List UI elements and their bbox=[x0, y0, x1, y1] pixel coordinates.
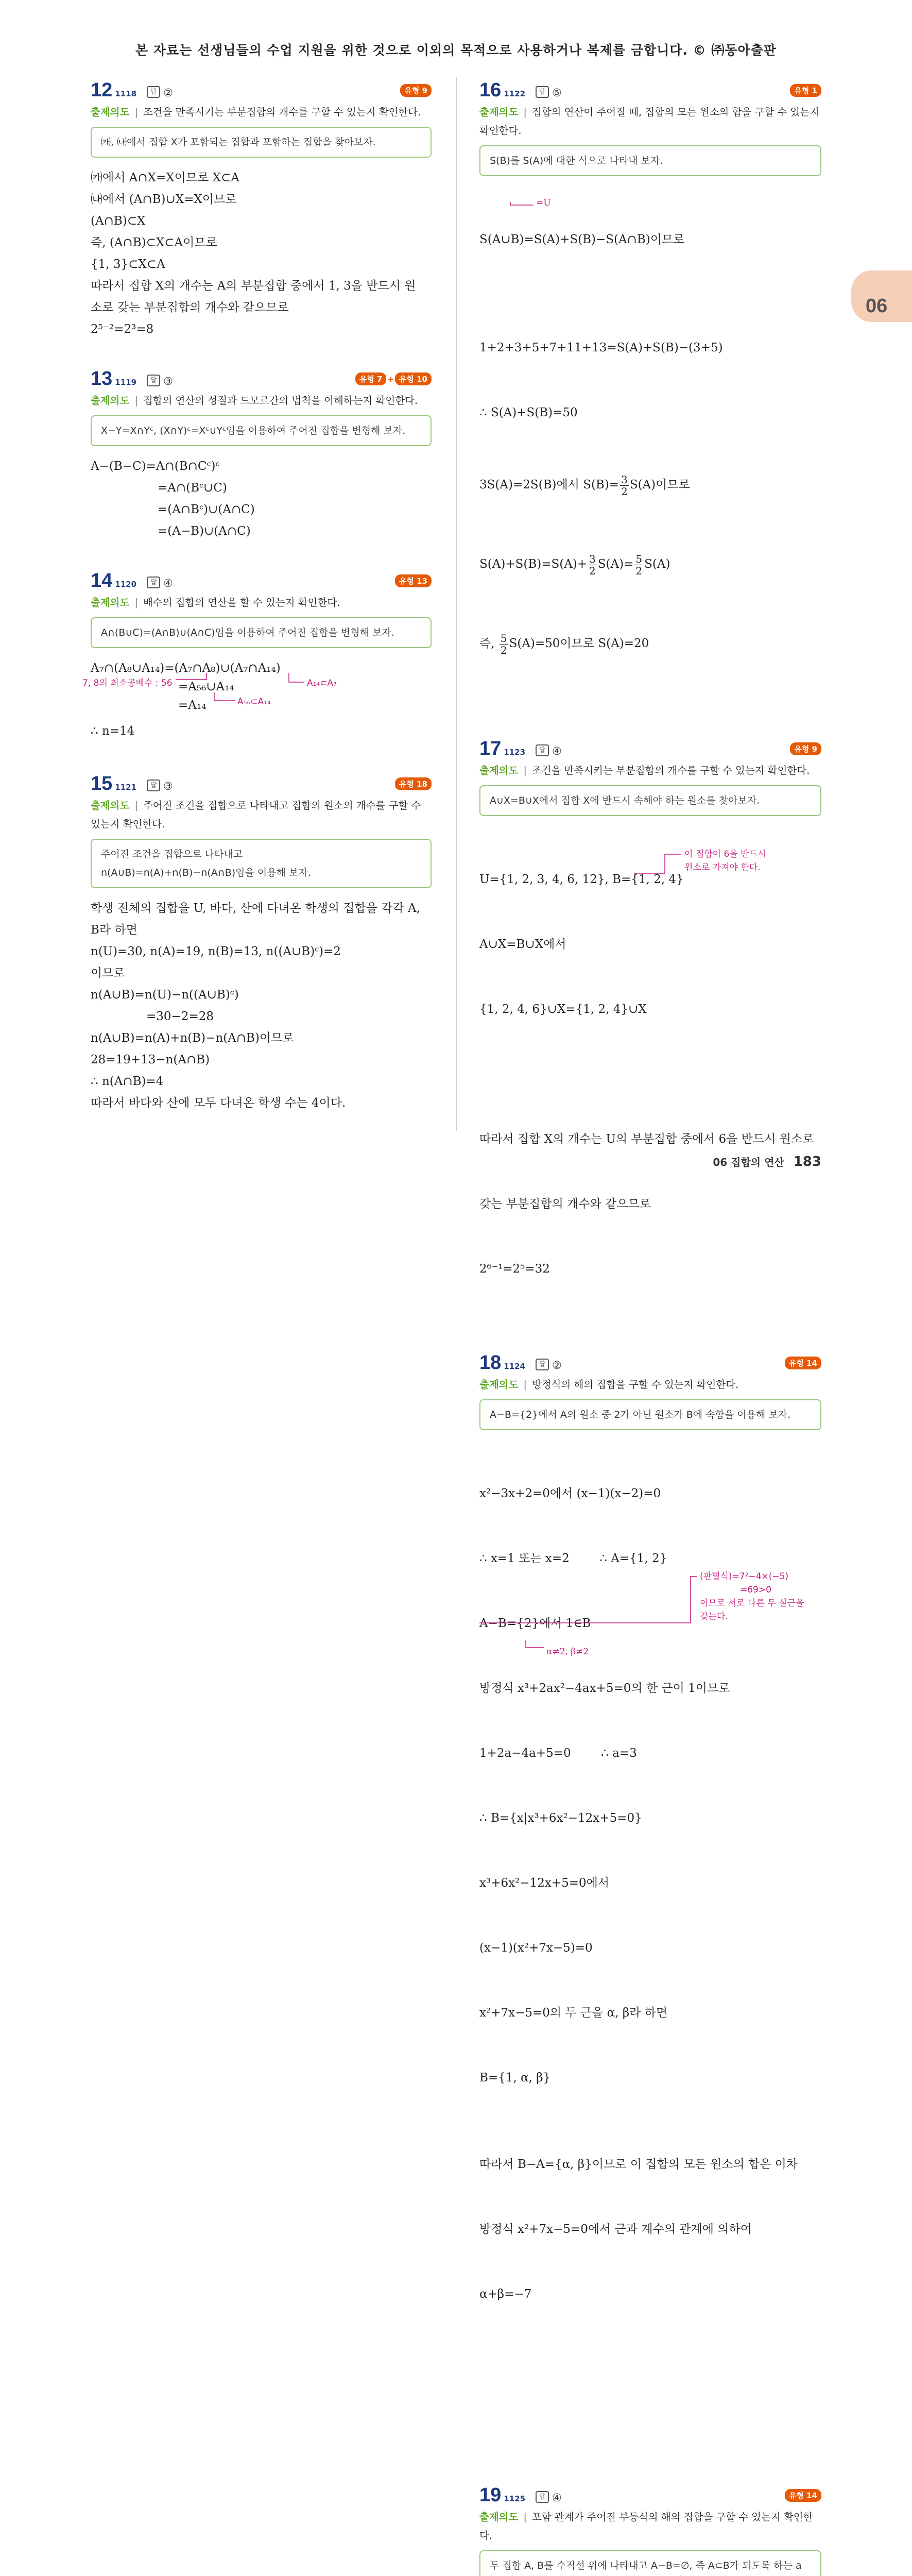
solution-line: 갖는 부분집합의 개수와 같으므로 bbox=[479, 1197, 651, 1211]
solution-line: n(A∪B)=n(U)−n((A∪B)ᶜ) bbox=[91, 988, 239, 1002]
solution-line bbox=[479, 467, 821, 503]
solution-line: B라 하면 bbox=[91, 923, 137, 937]
problem-code: 1119 bbox=[115, 378, 137, 387]
hint-box: A−B={2}에서 A의 원소 중 2가 아닌 원소가 B에 속함을 이용해 보자. bbox=[479, 1399, 821, 1430]
answer-label: 답 bbox=[147, 779, 160, 791]
fraction-numerator: 3 bbox=[621, 473, 628, 486]
chapter-tab-label: 06 bbox=[866, 295, 888, 317]
type-tag: 유형 18 bbox=[395, 777, 432, 790]
solution-line: 1+2+3+5+7+11+13=S(A)+S(B)−(3+5) bbox=[479, 341, 723, 354]
hint-box: S(B)를 S(A)에 대한 식으로 나타내 보자. bbox=[479, 145, 821, 176]
line-part: S(A)= bbox=[597, 557, 634, 571]
hint-box: 두 집합 A, B를 수직선 위에 나타내고 A−B=∅, 즉 A⊂B가 되도록 하는 a bbox=[479, 2550, 821, 2576]
fraction bbox=[588, 553, 597, 577]
solution-line: 2⁶⁻¹=2⁵=32 bbox=[479, 1262, 550, 1276]
discriminant-annotation: =69>0 bbox=[740, 1585, 771, 1595]
fraction-denominator: 2 bbox=[621, 485, 628, 498]
solution-line: 따라서 집합 X의 개수는 U의 부분집합 중에서 6을 반드시 원소로 bbox=[479, 1132, 814, 1146]
intent-text: 방정식의 해의 집합을 구할 수 있는지 확인한다. bbox=[531, 1379, 739, 1391]
lcm-annotation: 7, 8의 최소공배수 : 56 bbox=[82, 678, 173, 688]
answer-label: 답 bbox=[536, 744, 549, 756]
intent-text: 집합의 연산의 성질과 드모르간의 법칙을 이해하는지 확인한다. bbox=[143, 395, 418, 406]
intent-label: 출제의도 bbox=[479, 106, 519, 118]
answer-value: ⑤ bbox=[552, 87, 562, 99]
intent-text: 배수의 집합의 연산을 할 수 있는지 확인한다. bbox=[143, 597, 340, 608]
problem-code: 1124 bbox=[504, 1362, 526, 1371]
solution-line: α+β=−7 bbox=[479, 2287, 532, 2301]
intent-label: 출제의도 bbox=[479, 1379, 519, 1391]
problem-15: 15 1121 답 ③ 유형 18 출제의도 | 주어진 조건을 집합으로 나타내고 집합의 원소의 개수를 구할 수 있는지 확인한다. 주어진 조건을 집합으로 나타내고 n(A∪B)=n(A)+n(B)−n(A∩B)임을 이용해 보자. 학생 전체의 집합을 U, 바다, 산에 다녀온 학생의 집합을 각각 A, B라 하면 n(U)=30, n(A)=19, n(B)=13, n((A∪B)ᶜ)=2 이므로 n(A∪B)=n(U)−n((A∪B)ᶜ) =30−2=28 n(A∪B)=n(A)+n(B)−n(A∩B)이므로 28=19+13−n(A∩B) ∴ n(A∩B)=4 따라서 바다와 산에 모두 다녀온 학생 수는 4이다. bbox=[91, 771, 432, 1114]
line-part: 즉, bbox=[479, 637, 495, 650]
arrow-line bbox=[510, 202, 534, 205]
solution-line: 1+2a−4a+5=0 ∴ a=3 bbox=[479, 1747, 637, 1760]
answer-value: ② bbox=[552, 1359, 562, 1371]
hint-box: A∩(B∪C)=(A∩B)∪(A∩C)임을 이용하여 주어진 집합을 변형해 보자. bbox=[91, 617, 432, 648]
line-part: 3S(A)=2S(B)에서 S(B)= bbox=[479, 478, 620, 492]
problem-code: 1123 bbox=[504, 748, 526, 757]
annotation-arrows bbox=[479, 1563, 706, 1661]
answer-label: 답 bbox=[147, 375, 160, 386]
intent-label: 출제의도 bbox=[91, 395, 130, 406]
problem-17: 17 1123 답 ④ 유형 9 출제의도 | 조건을 만족시키는 부분집합의 개수를 구할 수 있는지 확인한다. A∪X=B∪X에서 집합 X에 반드시 속해야 하는 원소를 찾아보자. U={1, 2, 3, 4, 6, 12}, B={1, 2, 4} A∪X=B∪X에서 {1, 2, 4, 6}∪X={1, 2, 4}∪X 이 집합이 6을 반드시 원소로 가져야 한다. 따라서 집합 X의 개수는 U의 부분집합 중에서 6을 반드시 원소로 갖는 부분집합의 개수와 같으므로 2⁶⁻¹=2⁵=32 bbox=[479, 736, 821, 1323]
type-tag: 유형 9 bbox=[790, 742, 821, 755]
fraction-denominator: 2 bbox=[500, 643, 507, 656]
solution-line: =30−2=28 bbox=[146, 1010, 214, 1023]
line-part: S(A)=50이므로 S(A)=20 bbox=[509, 637, 649, 650]
problem-code: 1122 bbox=[504, 89, 526, 98]
annotation-arrow bbox=[479, 846, 696, 877]
fraction bbox=[620, 474, 629, 497]
solution-line: =A₁₄ bbox=[178, 699, 207, 712]
solution-line: (A∩B)⊂X bbox=[91, 214, 146, 228]
solution-line: =A∩(Bᶜ∪C) bbox=[158, 481, 227, 495]
answer-value: ④ bbox=[552, 745, 562, 757]
solution-line: (x−1)(x²+7x−5)=0 bbox=[479, 1941, 593, 1955]
arrow-line bbox=[176, 673, 207, 680]
solution-line: 방정식 x³+2ax²−4ax+5=0의 한 근이 1이므로 bbox=[479, 1682, 730, 1695]
line-part: S(A) bbox=[644, 557, 670, 571]
type-tag: 유형 7 bbox=[355, 372, 387, 385]
intent-label: 출제의도 bbox=[479, 2511, 519, 2523]
fraction-numerator: 5 bbox=[500, 632, 507, 645]
page-number: 183 bbox=[793, 1154, 821, 1170]
type-tag: 유형 9 bbox=[400, 84, 432, 97]
condition-annotation: 이 집합이 6을 반드시 bbox=[684, 849, 766, 859]
solution-line: =(A∩Bᶜ)∪(A∩C) bbox=[158, 503, 255, 516]
solution-line: U={1, 2, 3, 4, 6, 12}, B={1, 2, 4} bbox=[479, 873, 684, 886]
intent-text: 주어진 조건을 집합으로 나타내고 집합의 원소의 개수를 구할 수 있는지 확인한다. bbox=[91, 800, 421, 830]
problem-18: 18 1124 답 ② 유형 14 출제의도 | 방정식의 해의 집합을 구할 수 있는지 확인한다. A−B={2}에서 A의 원소 중 2가 아닌 원소가 B에 속함을 이용해 보자. x²−3x+2=0에서 (x−1)(x−2)=0 ∴ x=1 또는 x=2 ∴ A={1, 2} A−B={2}에서 1∈B 방정식 x³+2ax²−4ax+5=0의 한 근이 1이므로 1+2a−4a+5=0 ∴ a=3 ∴ B={x|x³+6x²−12x+5=0} x³+6x²−12x+5=0에서 (x−1)(x²+7x−5)=0 x²+7x−5=0의 두 근을 α, β라 하면 B={1, α, β} α≠2, β≠2 따라서 B−A={α, β}이므로 이 집합의 모든 원소의 합은 이차 방정식 x²+7x−5=0에서 근과 계수의 관계에 의하여 α+β=−7 (판별식)=7²−4×(−5) =69>0 이므로 서로 다른 두 실근을 갖는다. bbox=[479, 1350, 821, 2456]
solution-line: A∪X=B∪X에서 bbox=[479, 938, 566, 951]
solution-line bbox=[479, 546, 821, 582]
solution-line: ∴ x=1 또는 x=2 ∴ A={1, 2} bbox=[479, 1552, 667, 1565]
answer-value: ③ bbox=[163, 780, 173, 792]
type-tag: 유형 1 bbox=[790, 84, 821, 97]
solution-line: S(A∪B)=S(A)+S(B)−S(A∩B)이므로 bbox=[479, 233, 685, 246]
solution bbox=[479, 185, 821, 705]
problem-code: 1125 bbox=[504, 2494, 526, 2503]
solution-line: ㈎에서 A∩X=X이므로 X⊂A bbox=[91, 171, 239, 184]
condition-annotation: 원소로 가져야 한다. bbox=[684, 862, 761, 873]
annotation-arrow bbox=[479, 185, 582, 208]
arrow-line bbox=[214, 692, 235, 701]
problem-number: 18 bbox=[479, 1352, 502, 1374]
intent-label: 출제의도 bbox=[91, 800, 130, 811]
solution-line: 소로 갖는 부분집합의 개수와 같으므로 bbox=[91, 301, 289, 314]
solution-line: 학생 전체의 집합을 U, 바다, 산에 다녀온 학생의 집합을 각각 A, bbox=[91, 902, 420, 915]
answer-value: ② bbox=[163, 87, 173, 99]
page-footer bbox=[713, 1154, 821, 1170]
copyright-notice: 본 자료는 선생님들의 수업 지원을 위한 것으로 이외의 목적으로 사용하거나 복제를 금합니다. © ㈜동아출판 bbox=[135, 43, 777, 58]
solution-line: ∴ B={x|x³+6x²−12x+5=0} bbox=[479, 1811, 642, 1825]
problem-16: 16 1122 답 ⑤ 유형 1 출제의도 | 집합의 연산이 주어질 때, 집합의 모든 원소의 합을 구할 수 있는지 확인한다. S(B)를 S(A)에 대한 식으로 나타내 보자. S(A∪B)=S(A)+S(B)−S(A∩B)이므로 =U 1+2+3+5+7+11+13=S(A)+S(B)−(3+5) ∴ S(A)+S(B)=50 3S(A)=2S(B)에서 S(B)= $\frac{3}{2}$ S(A)이므로 S(A)+S(B)=S(A)+ $\frac{3}{2}$ S(A)= $\frac{5}{2}$ S(A) 즉, $\frac{5}{2}$ S(A)=50이므로 S(A)=20 bbox=[479, 77, 821, 705]
problem-number: 16 bbox=[479, 79, 502, 101]
problem-13: 13 1119 답 ③ 유형 7 + 유형 10 출제의도 | 집합의 연산의 성질과 드모르간의 법칙을 이해하는지 확인한다. X−Y=X∩Yᶜ, (X∩Y)ᶜ=Xᶜ∪Yᶜ임을 이용하여 주어진 집합을 변형해 보자. A−(B−C)=A∩(B∩Cᶜ)ᶜ =A∩(Bᶜ∪C) =(A∩Bᶜ)∪(A∩C) =(A−B)∪(A∩C) bbox=[91, 366, 432, 542]
arrow-line bbox=[289, 673, 304, 682]
answer-label: 답 bbox=[147, 577, 160, 588]
arrow-line bbox=[634, 854, 681, 874]
answer-value: ③ bbox=[163, 375, 173, 387]
right-column bbox=[479, 77, 821, 2576]
intent-text: 조건을 만족시키는 부분집합의 개수를 구할 수 있는지 확인한다. bbox=[143, 106, 421, 118]
hint-box: A∪X=B∪X에서 집합 X에 반드시 속해야 하는 원소를 찾아보자. bbox=[479, 785, 821, 816]
hint-line: 주어진 조건을 집합으로 나타내고 bbox=[101, 849, 243, 860]
annotation-arrows bbox=[91, 657, 431, 719]
problem-code: 1120 bbox=[115, 580, 137, 589]
solution bbox=[91, 167, 432, 340]
arrow-line bbox=[479, 1577, 697, 1623]
solution-line: {1, 3}⊂X⊂A bbox=[91, 258, 165, 271]
type-tag: 유형 14 bbox=[785, 1357, 821, 1369]
solution-line: 방정식 x²+7x−5=0에서 근과 계수의 관계에 의하여 bbox=[479, 2223, 752, 2236]
type-tag: 유형 14 bbox=[785, 2489, 821, 2502]
solution-line: A₇∩(A₈∪A₁₄)=(A₇∩A₈)∪(A₇∩A₁₄) bbox=[91, 662, 281, 675]
subset-annotation: A₅₆⊂A₁₄ bbox=[237, 697, 271, 707]
root-condition-annotation: α≠2, β≠2 bbox=[546, 1647, 589, 1657]
type-tag: 유형 10 bbox=[395, 372, 432, 385]
solution-line: ∴ n=14 bbox=[91, 724, 135, 738]
column-divider bbox=[456, 77, 457, 1131]
solution-line: {1, 2, 4, 6}∪X={1, 2, 4}∪X bbox=[479, 1003, 647, 1016]
left-column bbox=[82, 77, 432, 1114]
problem-number: 14 bbox=[91, 570, 113, 591]
problem-number: 17 bbox=[479, 738, 502, 759]
solution-line: =(A−B)∪(A∩C) bbox=[158, 524, 251, 538]
problem-number: 15 bbox=[91, 773, 113, 794]
type-tag: 유형 13 bbox=[395, 574, 432, 587]
solution bbox=[479, 1439, 821, 2456]
footer-chapter: 06 집합의 연산 bbox=[713, 1156, 784, 1168]
answer-value: ④ bbox=[163, 577, 173, 589]
problem-12: 12 1118 답 ② 유형 9 출제의도 | 조건을 만족시키는 부분집합의 개수를 구할 수 있는지 확인한다. ㈎, ㈏에서 집합 X가 포함되는 집합과 포함하는 집합을 찾아보자. ㈎에서 A∩X=X이므로 X⊂A ㈏에서 (A∩B)∪X=X이므로 (A∩B)⊂X 즉, (A∩B)⊂X⊂A이므로 {1, 3}⊂X⊂A 따라서 집합 X의 개수는 A의 부분집합 중에서 1, 3을 반드시 원 소로 갖는 부분집합의 개수와 같으므로 2⁵⁻²=2³=8 bbox=[91, 77, 432, 340]
answer-label: 답 bbox=[147, 86, 160, 98]
fraction-numerator: 3 bbox=[589, 552, 596, 565]
answer-label: 답 bbox=[536, 1359, 549, 1370]
problem-14: 14 1120 답 ④ 유형 13 출제의도 | 배수의 집합의 연산을 할 수 있는지 확인한다. A∩(B∪C)=(A∩B)∪(A∩C)임을 이용하여 주어진 집합을 변형해 보자. A₇∩(A₈∪A₁₄)=(A₇∩A₈)∪(A₇∩A₁₄) 7, 8의 최소공배수 : 56 =A₅₆∪A₁₄ A₁₄⊂A₇ =A₁₄ A₅₆⊂A₁₄ ∴ n=14 bbox=[91, 568, 432, 745]
solution-line: x²+7x−5=0의 두 근을 α, β라 하면 bbox=[479, 2006, 668, 2020]
line-part: S(A)이므로 bbox=[629, 478, 690, 492]
solution-line: ∴ S(A)+S(B)=50 bbox=[479, 406, 578, 419]
hint-box: X−Y=X∩Yᶜ, (X∩Y)ᶜ=Xᶜ∪Yᶜ임을 이용하여 주어진 집합을 변형해 보자. bbox=[91, 415, 432, 446]
solution-line: =A₅₆∪A₁₄ bbox=[178, 680, 234, 693]
fraction bbox=[500, 633, 508, 656]
fraction-denominator: 2 bbox=[635, 564, 643, 577]
answer-label: 답 bbox=[536, 2491, 549, 2503]
fraction bbox=[634, 553, 643, 577]
intent-text: 포함 관계가 주어진 부등식의 해의 집합을 구할 수 있는지 확인한다. bbox=[479, 2511, 813, 2541]
fraction-numerator: 5 bbox=[635, 552, 643, 565]
intent-label: 출제의도 bbox=[479, 765, 519, 776]
solution-line: 따라서 집합 X의 개수는 A의 부분집합 중에서 1, 3을 반드시 원 bbox=[91, 279, 416, 293]
solution-line: x²−3x+2=0에서 (x−1)(x−2)=0 bbox=[479, 1487, 661, 1500]
union-annotation: =U bbox=[536, 198, 551, 208]
intent-text: 조건을 만족시키는 부분집합의 개수를 구할 수 있는지 확인한다. bbox=[531, 765, 810, 776]
solution-line: A−(B−C)=A∩(B∩Cᶜ)ᶜ bbox=[91, 460, 220, 473]
solution-line: 즉, (A∩B)⊂X⊂A이므로 bbox=[91, 236, 217, 249]
solution-line: B={1, α, β} bbox=[479, 2071, 551, 2084]
solution-line: x³+6x²−12x+5=0에서 bbox=[479, 1876, 610, 1890]
fraction-denominator: 2 bbox=[589, 564, 596, 577]
solution bbox=[91, 455, 432, 542]
problem-number: 13 bbox=[91, 368, 113, 389]
discriminant-annotation: 갖는다. bbox=[700, 1612, 728, 1622]
hint-line: n(A∪B)=n(A)+n(B)−n(A∩B)임을 이용해 보자. bbox=[101, 867, 311, 878]
hint-box bbox=[91, 839, 432, 888]
chapter-tab bbox=[851, 270, 912, 322]
problem-number: 12 bbox=[91, 79, 113, 101]
discriminant-annotation: 이므로 서로 다른 두 실근을 bbox=[700, 1598, 804, 1608]
solution-line: 이므로 bbox=[91, 967, 125, 980]
solution bbox=[91, 897, 432, 1114]
problem-code: 1121 bbox=[115, 783, 137, 792]
intent-label: 출제의도 bbox=[91, 106, 130, 118]
problem-number: 19 bbox=[479, 2484, 502, 2506]
solution-line: n(A∪B)=n(A)+n(B)−n(A∩B)이므로 bbox=[91, 1031, 294, 1045]
answer-value: ④ bbox=[552, 2492, 562, 2504]
line-part: S(A)+S(B)=S(A)+ bbox=[479, 557, 588, 571]
problem-19: 19 1125 답 ④ 유형 14 출제의도 | 포함 관계가 주어진 부등식의 해의 집합을 구할 수 있는지 확인한다. 두 집합 A, B를 수직선 위에 나타내고 A−B=∅, 즉 A⊂B가 되도록 하는 a bbox=[479, 2482, 821, 2576]
problem-code: 1118 bbox=[115, 89, 137, 98]
arrow-line bbox=[526, 1640, 544, 1648]
solution bbox=[82, 657, 432, 745]
solution-line: 따라서 바다와 산에 모두 다녀온 학생 수는 4이다. bbox=[91, 1096, 346, 1110]
solution-line: ㈏에서 (A∩B)∪X=X이므로 bbox=[91, 193, 237, 206]
solution bbox=[479, 825, 821, 1323]
solution-line bbox=[479, 625, 821, 662]
discriminant-annotation: (판별식)=7²−4×(−5) bbox=[700, 1571, 789, 1582]
intent-label: 출제의도 bbox=[91, 597, 130, 608]
answer-label: 답 bbox=[536, 86, 549, 98]
solution-line: 따라서 B−A={α, β}이므로 이 집합의 모든 원소의 합은 이차 bbox=[479, 2158, 798, 2171]
solution-line: A−B={2}에서 1∈B bbox=[479, 1617, 591, 1630]
solution-line: n(U)=30, n(A)=19, n(B)=13, n((A∪B)ᶜ)=2 bbox=[91, 945, 341, 958]
hint-box: ㈎, ㈏에서 집합 X가 포함되는 집합과 포함하는 집합을 찾아보자. bbox=[91, 127, 432, 158]
solution-line: 28=19+13−n(A∩B) bbox=[91, 1053, 210, 1066]
subset-annotation: A₁₄⊂A₇ bbox=[307, 678, 337, 688]
intent-text: 집합의 연산이 주어질 때, 집합의 모든 원소의 합을 구할 수 있는지 확인한다. bbox=[479, 106, 819, 137]
solution-line: 2⁵⁻²=2³=8 bbox=[91, 323, 154, 336]
solution-line: ∴ n(A∩B)=4 bbox=[91, 1075, 164, 1088]
